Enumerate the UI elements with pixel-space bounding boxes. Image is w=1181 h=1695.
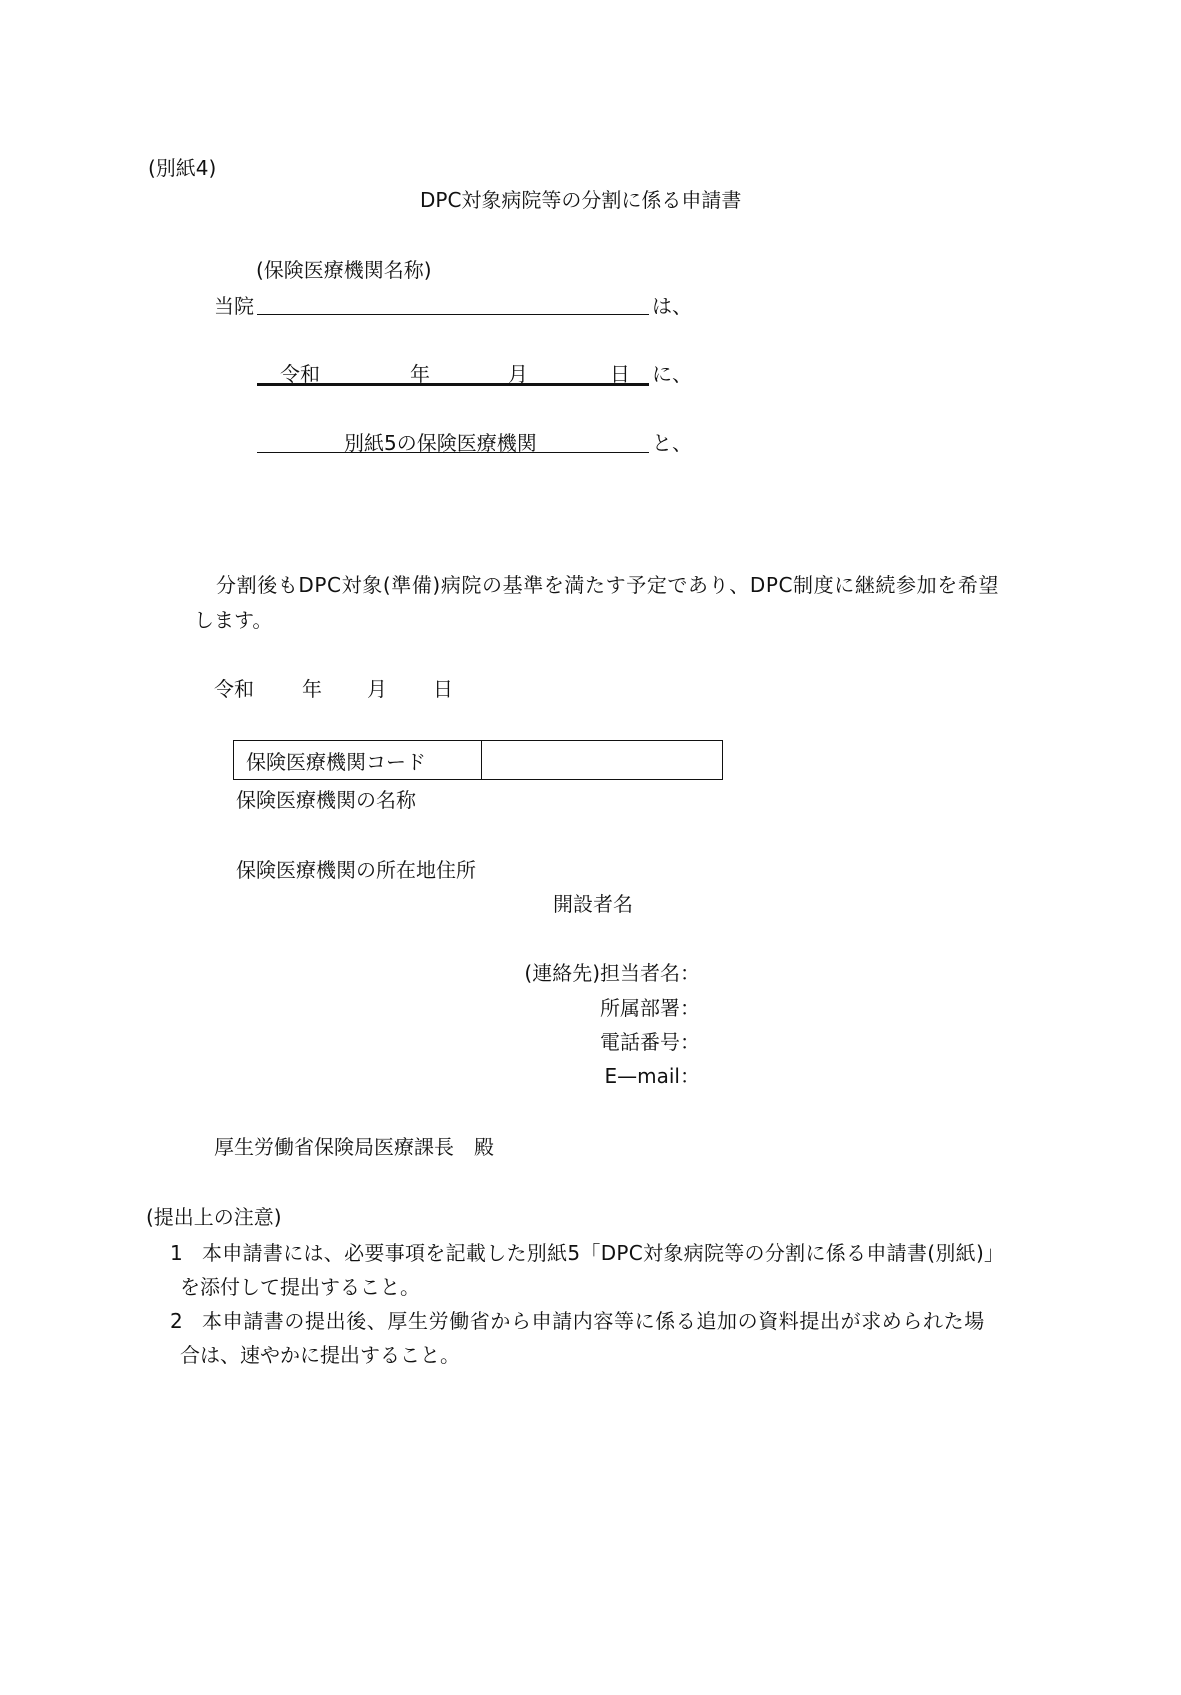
note-2-line2: 合は、速やかに提出すること。 bbox=[180, 1343, 460, 1367]
document-title: DPC対象病院等の分割に係る申請書 bbox=[420, 188, 742, 212]
note-1-number: 1 bbox=[170, 1241, 183, 1265]
institution-address-label: 保険医療機関の所在地住所 bbox=[236, 858, 476, 882]
submission-date-era: 令和 bbox=[214, 677, 254, 701]
institution-name-label-2: 保険医療機関の名称 bbox=[236, 788, 416, 812]
body-paragraph-line2: します。 bbox=[194, 608, 273, 632]
body-paragraph-line1: 分割後もDPC対象(準備)病院の基準を満たす予定であり、DPC制度に継続参加を希望 bbox=[216, 573, 1000, 597]
founder-name-label: 開設者名 bbox=[553, 892, 633, 916]
note-1-line2: を添付して提出すること。 bbox=[180, 1275, 420, 1299]
phone-label: 電話番号： bbox=[600, 1030, 700, 1054]
split-date-era: 令和 bbox=[280, 362, 320, 386]
contact-person-label: (連絡先)担当者名： bbox=[524, 961, 700, 985]
note-2-line1: 本申請書の提出後、厚生労働省から申請内容等に係る追加の資料提出が求められた場 bbox=[202, 1309, 985, 1333]
note-1-line1: 本申請書には、必要事項を記載した別紙5「DPC対象病院等の分割に係る申請書(別紙)」 bbox=[202, 1241, 1005, 1265]
line1-suffix: は、 bbox=[652, 294, 692, 318]
split-date-day: 日 bbox=[610, 362, 630, 386]
institution-code-value-cell[interactable] bbox=[482, 741, 722, 779]
addressee: 厚生労働省保険局医療課長 殿 bbox=[214, 1135, 494, 1159]
attachment-label: (別紙4) bbox=[148, 156, 217, 180]
institution-code-table bbox=[233, 740, 723, 780]
line2-suffix: に、 bbox=[652, 362, 692, 386]
submission-date-year: 年 bbox=[302, 677, 322, 701]
institution-name-field[interactable] bbox=[257, 314, 649, 315]
email-label: E—mail： bbox=[604, 1064, 700, 1088]
institution-code-label: 保険医療機関コード bbox=[246, 749, 426, 774]
department-label: 所属部署： bbox=[600, 996, 700, 1020]
line3-suffix: と、 bbox=[652, 431, 692, 455]
line1-prefix: 当院 bbox=[214, 294, 254, 318]
partner-institution-text: 別紙5の保険医療機関 bbox=[344, 431, 537, 455]
institution-name-label: (保険医療機関名称) bbox=[256, 258, 432, 282]
submission-date-month: 月 bbox=[367, 677, 387, 701]
notes-heading: (提出上の注意) bbox=[146, 1205, 282, 1229]
note-2-number: 2 bbox=[170, 1309, 183, 1333]
split-date-month: 月 bbox=[508, 362, 528, 386]
split-date-year: 年 bbox=[410, 362, 430, 386]
submission-date-day: 日 bbox=[433, 677, 453, 701]
institution-code-label-cell bbox=[234, 741, 482, 779]
